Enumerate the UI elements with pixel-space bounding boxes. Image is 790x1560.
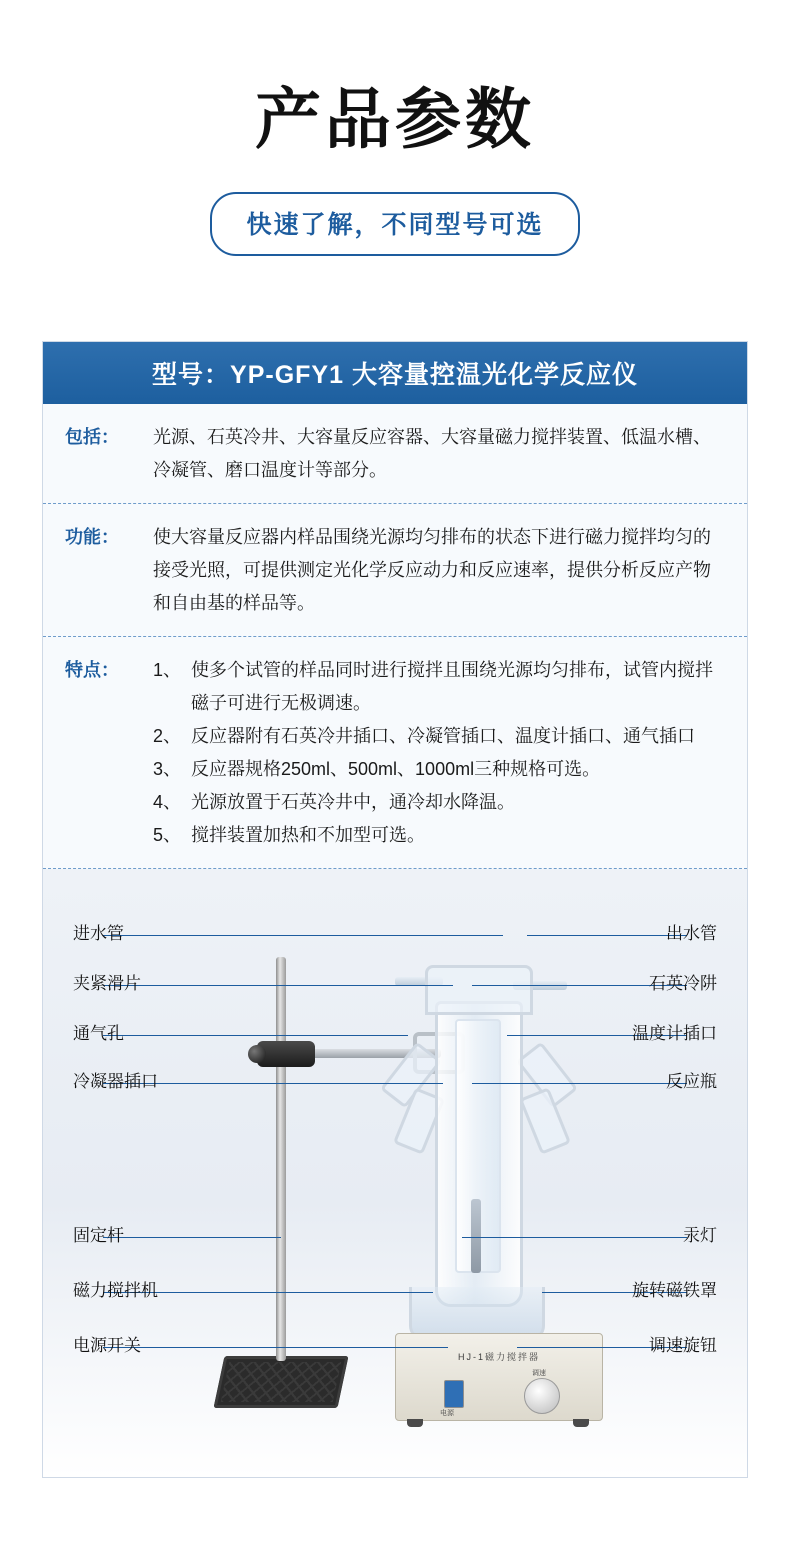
callout-line [462,1237,687,1238]
spec-row-label: 功能： [65,527,119,547]
callout-label-fixing-rod: 固定杆 [73,1226,124,1245]
spec-card [42,341,748,1478]
page-title: 产品参数 [255,84,535,157]
spec-row-features [43,636,747,868]
feature-text: 反应器附有石英冷井插口、冷凝管插口、温度计插口、通气插口 [191,726,695,746]
power-switch[interactable] [444,1380,464,1408]
callout-label-clamp-slide: 夹紧滑片 [73,974,141,993]
list-item [153,720,725,753]
spec-card-header [43,342,747,404]
subtitle-container [0,192,790,256]
feature-number: 5、 [153,825,182,845]
feature-text: 光源放置于石英冷井中，通冷却水降温。 [191,792,515,812]
speed-knob[interactable] [524,1378,560,1414]
callout-label-water-outlet: 出水管 [666,924,717,943]
callout-label-power-switch: 电源开关 [73,1336,141,1355]
feature-text: 使多个试管的样品同时进行搅拌且围绕光源均匀排布，试管内搅拌磁子可进行无极调速。 [191,660,713,713]
list-item [153,753,725,786]
callout-line [103,985,453,986]
list-item [153,654,725,720]
reactor-top-jacket [425,965,533,1015]
subtitle-badge: 快速了解，不同型号可选 [210,192,579,256]
feature-number: 3、 [153,759,182,779]
callout-line [103,935,503,936]
callout-label-quartz-cold-trap: 石英冷阱 [649,974,717,993]
callout-label-condenser-port: 冷凝器插口 [73,1072,158,1091]
stirrer-foot [573,1419,589,1427]
feature-text: 反应器规格250ml、500ml、1000ml三种规格可选。 [191,759,601,779]
clamp-knob [248,1045,266,1063]
callout-label-thermometer-port: 温度计插口 [632,1024,717,1043]
mercury-lamp [471,1199,481,1273]
callout-label-vent-hole: 通气孔 [73,1024,124,1043]
callout-label-reaction-flask: 反应瓶 [666,1072,717,1091]
spec-row-label: 特点： [65,660,119,680]
callout-label-mercury-lamp: 汞灯 [683,1226,717,1245]
callout-label-water-inlet: 进水管 [73,924,124,943]
model-title: 型号：YP-GFY1 大容量控温光化学反应仪 [152,361,638,389]
callout-label-rotating-magnet-cover: 旋转磁铁罩 [632,1281,717,1300]
feature-number: 2、 [153,726,182,746]
list-item [153,786,725,819]
product-diagram [43,869,747,1477]
callout-line [103,1347,448,1348]
callout-line [472,1083,687,1084]
feature-list [153,654,725,852]
spec-row-includes [43,404,747,503]
power-switch-label: 电源 [440,1410,454,1417]
spec-row-function [43,503,747,636]
speed-knob-label: 调速 [532,1370,546,1377]
stirrer-brand-label: HJ-1磁力搅拌器 [457,1352,540,1362]
callout-label-speed-knob: 调速旋钮 [649,1336,717,1355]
callout-line [103,1237,281,1238]
feature-text: 搅拌装置加热和不加型可选。 [191,825,425,845]
spec-row-label: 包括： [65,427,119,447]
feature-number: 1、 [153,660,182,680]
list-item [153,819,725,852]
spec-row-text: 光源、石英冷井、大容量反应容器、大容量磁力搅拌装置、低温水槽、冷凝管、磨口温度计等部分。 [153,427,711,480]
stirrer-foot [407,1419,423,1427]
stand-base [213,1356,348,1408]
callout-line [103,1035,408,1036]
callout-line [527,935,687,936]
feature-number: 4、 [153,792,182,812]
spec-row-text: 使大容量反应器内样品围绕光源均匀排布的状态下进行磁力搅拌均匀的接受光照，可提供测定光化学反应动力和反应速率，提供分析反应产物和自由基的样品等。 [153,527,711,613]
callout-label-magnetic-stirrer: 磁力搅拌机 [73,1281,158,1300]
stand-rod [276,957,286,1361]
